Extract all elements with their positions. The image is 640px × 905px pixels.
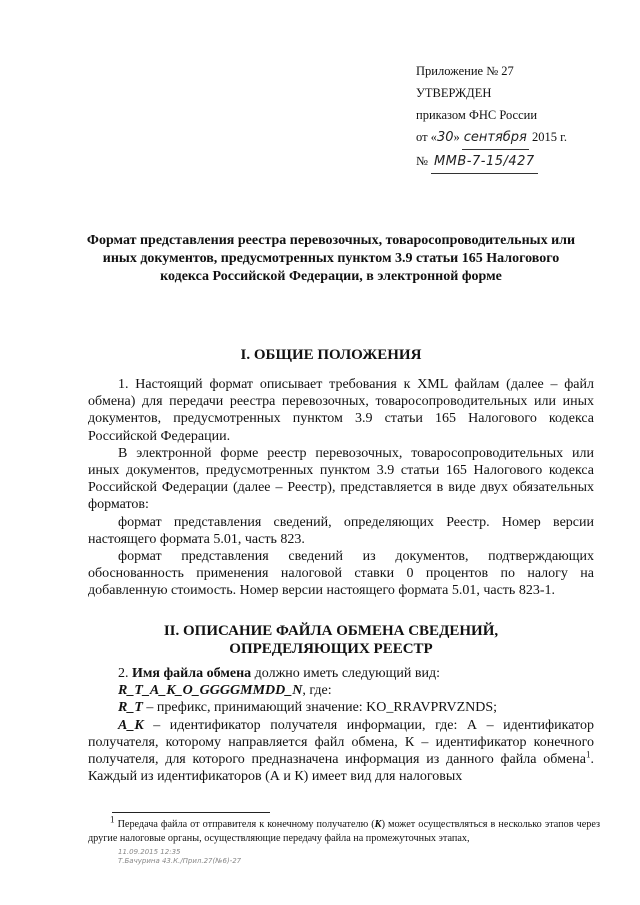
term-ak: A_K — [118, 717, 144, 733]
print-stamp — [118, 848, 241, 866]
paragraph: формат представления сведений, определяющих Реестр. Номер версии настоящего формата 5.01, часть 823. — [88, 514, 594, 547]
order-authority: приказом ФНС России — [416, 108, 538, 122]
paragraph: формат представления сведений из документов, подтверждающих обоснованность применения налоговой ставки 0 процентов по налогу на добавленную стоимость. Номер версии настоящего формата 5.01, часть 823-1. — [88, 549, 594, 599]
filename-pattern: R_T_A_K_O_GGGGMMDD_N — [118, 683, 303, 699]
document-title: Формат представления реестра перевозочных, товаросопроводительных или иных документов, предусмотренных пунктом 3.9 статьи 165 Налогового кодекса Российской Федерации, в электронной форме — [86, 233, 576, 284]
handwritten-day: 30 — [436, 130, 454, 145]
approval-block — [416, 60, 626, 174]
paragraph: 1. Настоящий формат описывает требования к XML файлам (далее – файл обмена) для передачи реестра перевозочных, товаросопроводительных или иных документов, предусмотренных пунктом 3.9 статьи 165 Налогового кодекса Российской Федерации. — [88, 377, 594, 444]
section2-heading: II. ОПИСАНИЕ ФАЙЛА ОБМЕНА СВЕДЕНИЙ, ОПРЕДЕЛЯЮЩИХ РЕЕСТР — [163, 623, 499, 657]
number-prefix: № — [416, 154, 428, 168]
date-prefix: от « — [416, 130, 437, 144]
section1-body — [88, 376, 594, 600]
order-number — [416, 150, 626, 174]
paragraph-pattern: R_T_A_K_O_GGGGMMDD_N, где: — [118, 683, 332, 699]
paragraph-filename: 2. Имя файла обмена должно иметь следующий вид: — [118, 666, 441, 681]
date-suffix: 2015 г. — [532, 130, 567, 144]
paragraph-identifier: A_K – идентификатор получателя информации, где: А – идентификатор получателя, которому направляется файл обмена, К – идентификатор конечного получателя, для которого предназначена информация из данного файла обмена$^1$. Каждый из идентификаторов (А и К) имеет вид для налоговых — [88, 717, 594, 785]
footnote-mark: 1 — [110, 814, 115, 825]
handwritten-order-number: ММВ-7-15/427 — [431, 151, 538, 174]
term-filename: Имя файла обмена — [132, 666, 252, 681]
paragraph: В электронной форме реестр перевозочных, товаросопроводительных или иных документов, предусмотренных пунктом 3.9 статьи 165 Налогового кодекса Российской Федерации (далее – Реестр), представляется в виде двух обязательных форматов: — [88, 445, 594, 513]
stamp-author: Т.Бачурина 43.К./Прил.27(№6)-27 — [118, 857, 242, 865]
approved-label: УТВЕРЖДЕН — [416, 86, 492, 100]
footnote-ref: 1 — [586, 749, 591, 760]
appendix-number: Приложение № 27 — [416, 64, 514, 78]
handwritten-month: сентября — [462, 127, 529, 150]
paragraph-prefix: R_T – префикс, принимающий значение: KO_RRAVPRVZNDS; — [118, 700, 498, 716]
footnote-divider — [112, 812, 270, 813]
section1-heading: I. ОБЩИЕ ПОЛОЖЕНИЯ — [240, 347, 422, 363]
footnote: $^1$ Передача файла от отправителя к конечному получателю (К) может осуществляться в несколько этапов через другие налоговые органы, осуществляющие передачу файла на промежуточных этапах, — [88, 814, 600, 844]
stamp-timestamp: 11.09.2015 12:35 — [118, 848, 181, 856]
term-rt: R_T — [118, 700, 143, 716]
order-date — [416, 126, 626, 150]
date-mid: » — [453, 130, 460, 144]
footnote-term-k: К — [374, 819, 382, 830]
section2-body — [88, 665, 594, 785]
